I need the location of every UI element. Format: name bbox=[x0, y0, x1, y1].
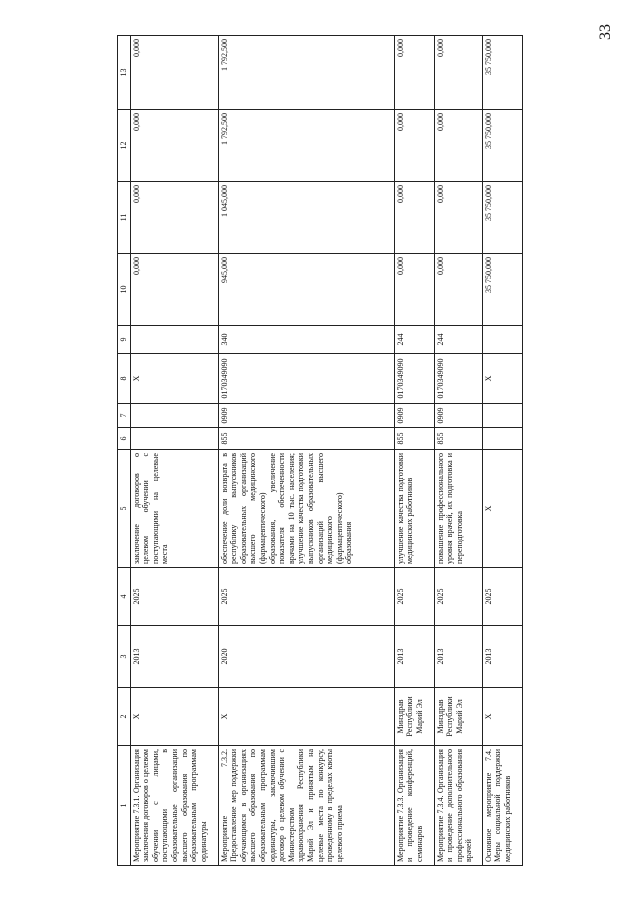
end-year-cell: 2025 bbox=[482, 568, 522, 626]
page-number: 33 bbox=[597, 24, 614, 40]
amount-cell: 0,000 bbox=[434, 254, 482, 326]
expected-result-cell: заключение договоров о целевом обучении с поступающими на целевые места bbox=[130, 450, 218, 568]
start-year-cell: 2013 bbox=[434, 626, 482, 688]
amount-cell: 1 792,500 bbox=[218, 110, 394, 182]
expense-type-cell bbox=[130, 326, 218, 354]
target-article-cell: X bbox=[130, 354, 218, 404]
table-row bbox=[218, 36, 394, 866]
amount-cell: 0,000 bbox=[434, 182, 482, 254]
amount-cell: 0,000 bbox=[394, 182, 434, 254]
amount-cell: 0,000 bbox=[394, 254, 434, 326]
col-header-13: 13 bbox=[118, 36, 131, 110]
executor-cell: X bbox=[130, 688, 218, 746]
expense-type-cell: 244 bbox=[434, 326, 482, 354]
expected-result-cell: X bbox=[482, 450, 522, 568]
target-article-cell: 0170349090 bbox=[218, 354, 394, 404]
executor-cell: X bbox=[482, 688, 522, 746]
amount-cell: 1 045,000 bbox=[218, 182, 394, 254]
table-row bbox=[130, 36, 218, 866]
end-year-cell: 2025 bbox=[434, 568, 482, 626]
expected-result-cell: улучшение качества подготовки медицинских работников bbox=[394, 450, 434, 568]
col-header-8: 8 bbox=[118, 354, 131, 404]
col-header-10: 10 bbox=[118, 254, 131, 326]
amount-cell: 0,000 bbox=[394, 36, 434, 110]
section-cell bbox=[130, 404, 218, 428]
executor-cell: Минздрав Республики Марий Эл bbox=[434, 688, 482, 746]
end-year-cell: 2025 bbox=[130, 568, 218, 626]
executor-cell: Минздрав Республики Марий Эл bbox=[394, 688, 434, 746]
activity-name-cell: Мероприятие 7.3.4. Организация и проведение дополнительного профессионального образования врачей bbox=[434, 746, 482, 866]
executor-cell: X bbox=[218, 688, 394, 746]
budget-table bbox=[117, 35, 523, 866]
section-cell bbox=[482, 404, 522, 428]
col-header-11: 11 bbox=[118, 182, 131, 254]
col-header-5: 5 bbox=[118, 450, 131, 568]
target-article-cell: 0170349090 bbox=[394, 354, 434, 404]
start-year-cell: 2013 bbox=[394, 626, 434, 688]
end-year-cell: 2025 bbox=[218, 568, 394, 626]
activity-name-cell: Мероприятие 7.3.1. Организация заключения договоров о целевом обучении с лицами, поступающими в образовательные организации высшего образования по образовательным программам ординатуры bbox=[130, 746, 218, 866]
activity-name-cell: Мероприятие 7.3.3. Организация и проведение конференций, семинаров bbox=[394, 746, 434, 866]
column-number-row bbox=[118, 36, 131, 866]
col-header-3: 3 bbox=[118, 626, 131, 688]
amount-cell: 0,000 bbox=[130, 182, 218, 254]
amount-cell: 35 750,000 bbox=[482, 182, 522, 254]
end-year-cell: 2025 bbox=[394, 568, 434, 626]
grbs-cell: 855 bbox=[394, 428, 434, 450]
amount-cell: 35 750,000 bbox=[482, 110, 522, 182]
amount-cell: 0,000 bbox=[434, 110, 482, 182]
col-header-4: 4 bbox=[118, 568, 131, 626]
rotated-table-sheet bbox=[117, 36, 527, 866]
amount-cell: 35 750,000 bbox=[482, 36, 522, 110]
target-article-cell: 0170349090 bbox=[434, 354, 482, 404]
col-header-1: 1 bbox=[118, 746, 131, 866]
section-cell: 0909 bbox=[218, 404, 394, 428]
amount-cell: 945,000 bbox=[218, 254, 394, 326]
table-row bbox=[482, 36, 522, 866]
expense-type-cell bbox=[482, 326, 522, 354]
activity-name-cell: Мероприятие 7.3.2. Предоставление мер поддержки обучающимся в организациях высшего образования по образовательным программам ординатуры, заключившим договор о целевом обучении с Министерством здравоохранения Республики Марий Эл и принятым на целевые места по конкурсу, проведенному в пределах квоты целевого приема bbox=[218, 746, 394, 866]
amount-cell: 35 750,000 bbox=[482, 254, 522, 326]
expected-result-cell: обеспечение доли возврата в республику выпускников образовательных организаций высшего медицинского (фармацевтического) образования, увеличение показателя обеспеченности врачами на 10 тыс. населения; улучшение качества подготовки выпускников образовательных организаций высшего медицинского (фармацевтического) образования bbox=[218, 450, 394, 568]
table-row bbox=[434, 36, 482, 866]
section-cell: 0909 bbox=[434, 404, 482, 428]
amount-cell: 1 792,500 bbox=[218, 36, 394, 110]
amount-cell: 0,000 bbox=[130, 254, 218, 326]
table-row bbox=[394, 36, 434, 866]
grbs-cell bbox=[130, 428, 218, 450]
expense-type-cell: 340 bbox=[218, 326, 394, 354]
start-year-cell: 2020 bbox=[218, 626, 394, 688]
grbs-cell: 855 bbox=[218, 428, 394, 450]
start-year-cell: 2013 bbox=[482, 626, 522, 688]
amount-cell: 0,000 bbox=[130, 36, 218, 110]
amount-cell: 0,000 bbox=[130, 110, 218, 182]
col-header-6: 6 bbox=[118, 428, 131, 450]
target-article-cell: X bbox=[482, 354, 522, 404]
amount-cell: 0,000 bbox=[434, 36, 482, 110]
start-year-cell: 2013 bbox=[130, 626, 218, 688]
grbs-cell: 855 bbox=[434, 428, 482, 450]
activity-name-cell: Основное мероприятие 7.4. Меры социальной поддержки медицинских работников bbox=[482, 746, 522, 866]
expected-result-cell: повышение профессионального уровня врачей, их подготовка и переподготовка bbox=[434, 450, 482, 568]
amount-cell: 0,000 bbox=[394, 110, 434, 182]
col-header-9: 9 bbox=[118, 326, 131, 354]
section-cell: 0909 bbox=[394, 404, 434, 428]
col-header-2: 2 bbox=[118, 688, 131, 746]
col-header-7: 7 bbox=[118, 404, 131, 428]
col-header-12: 12 bbox=[118, 110, 131, 182]
grbs-cell bbox=[482, 428, 522, 450]
expense-type-cell: 244 bbox=[394, 326, 434, 354]
